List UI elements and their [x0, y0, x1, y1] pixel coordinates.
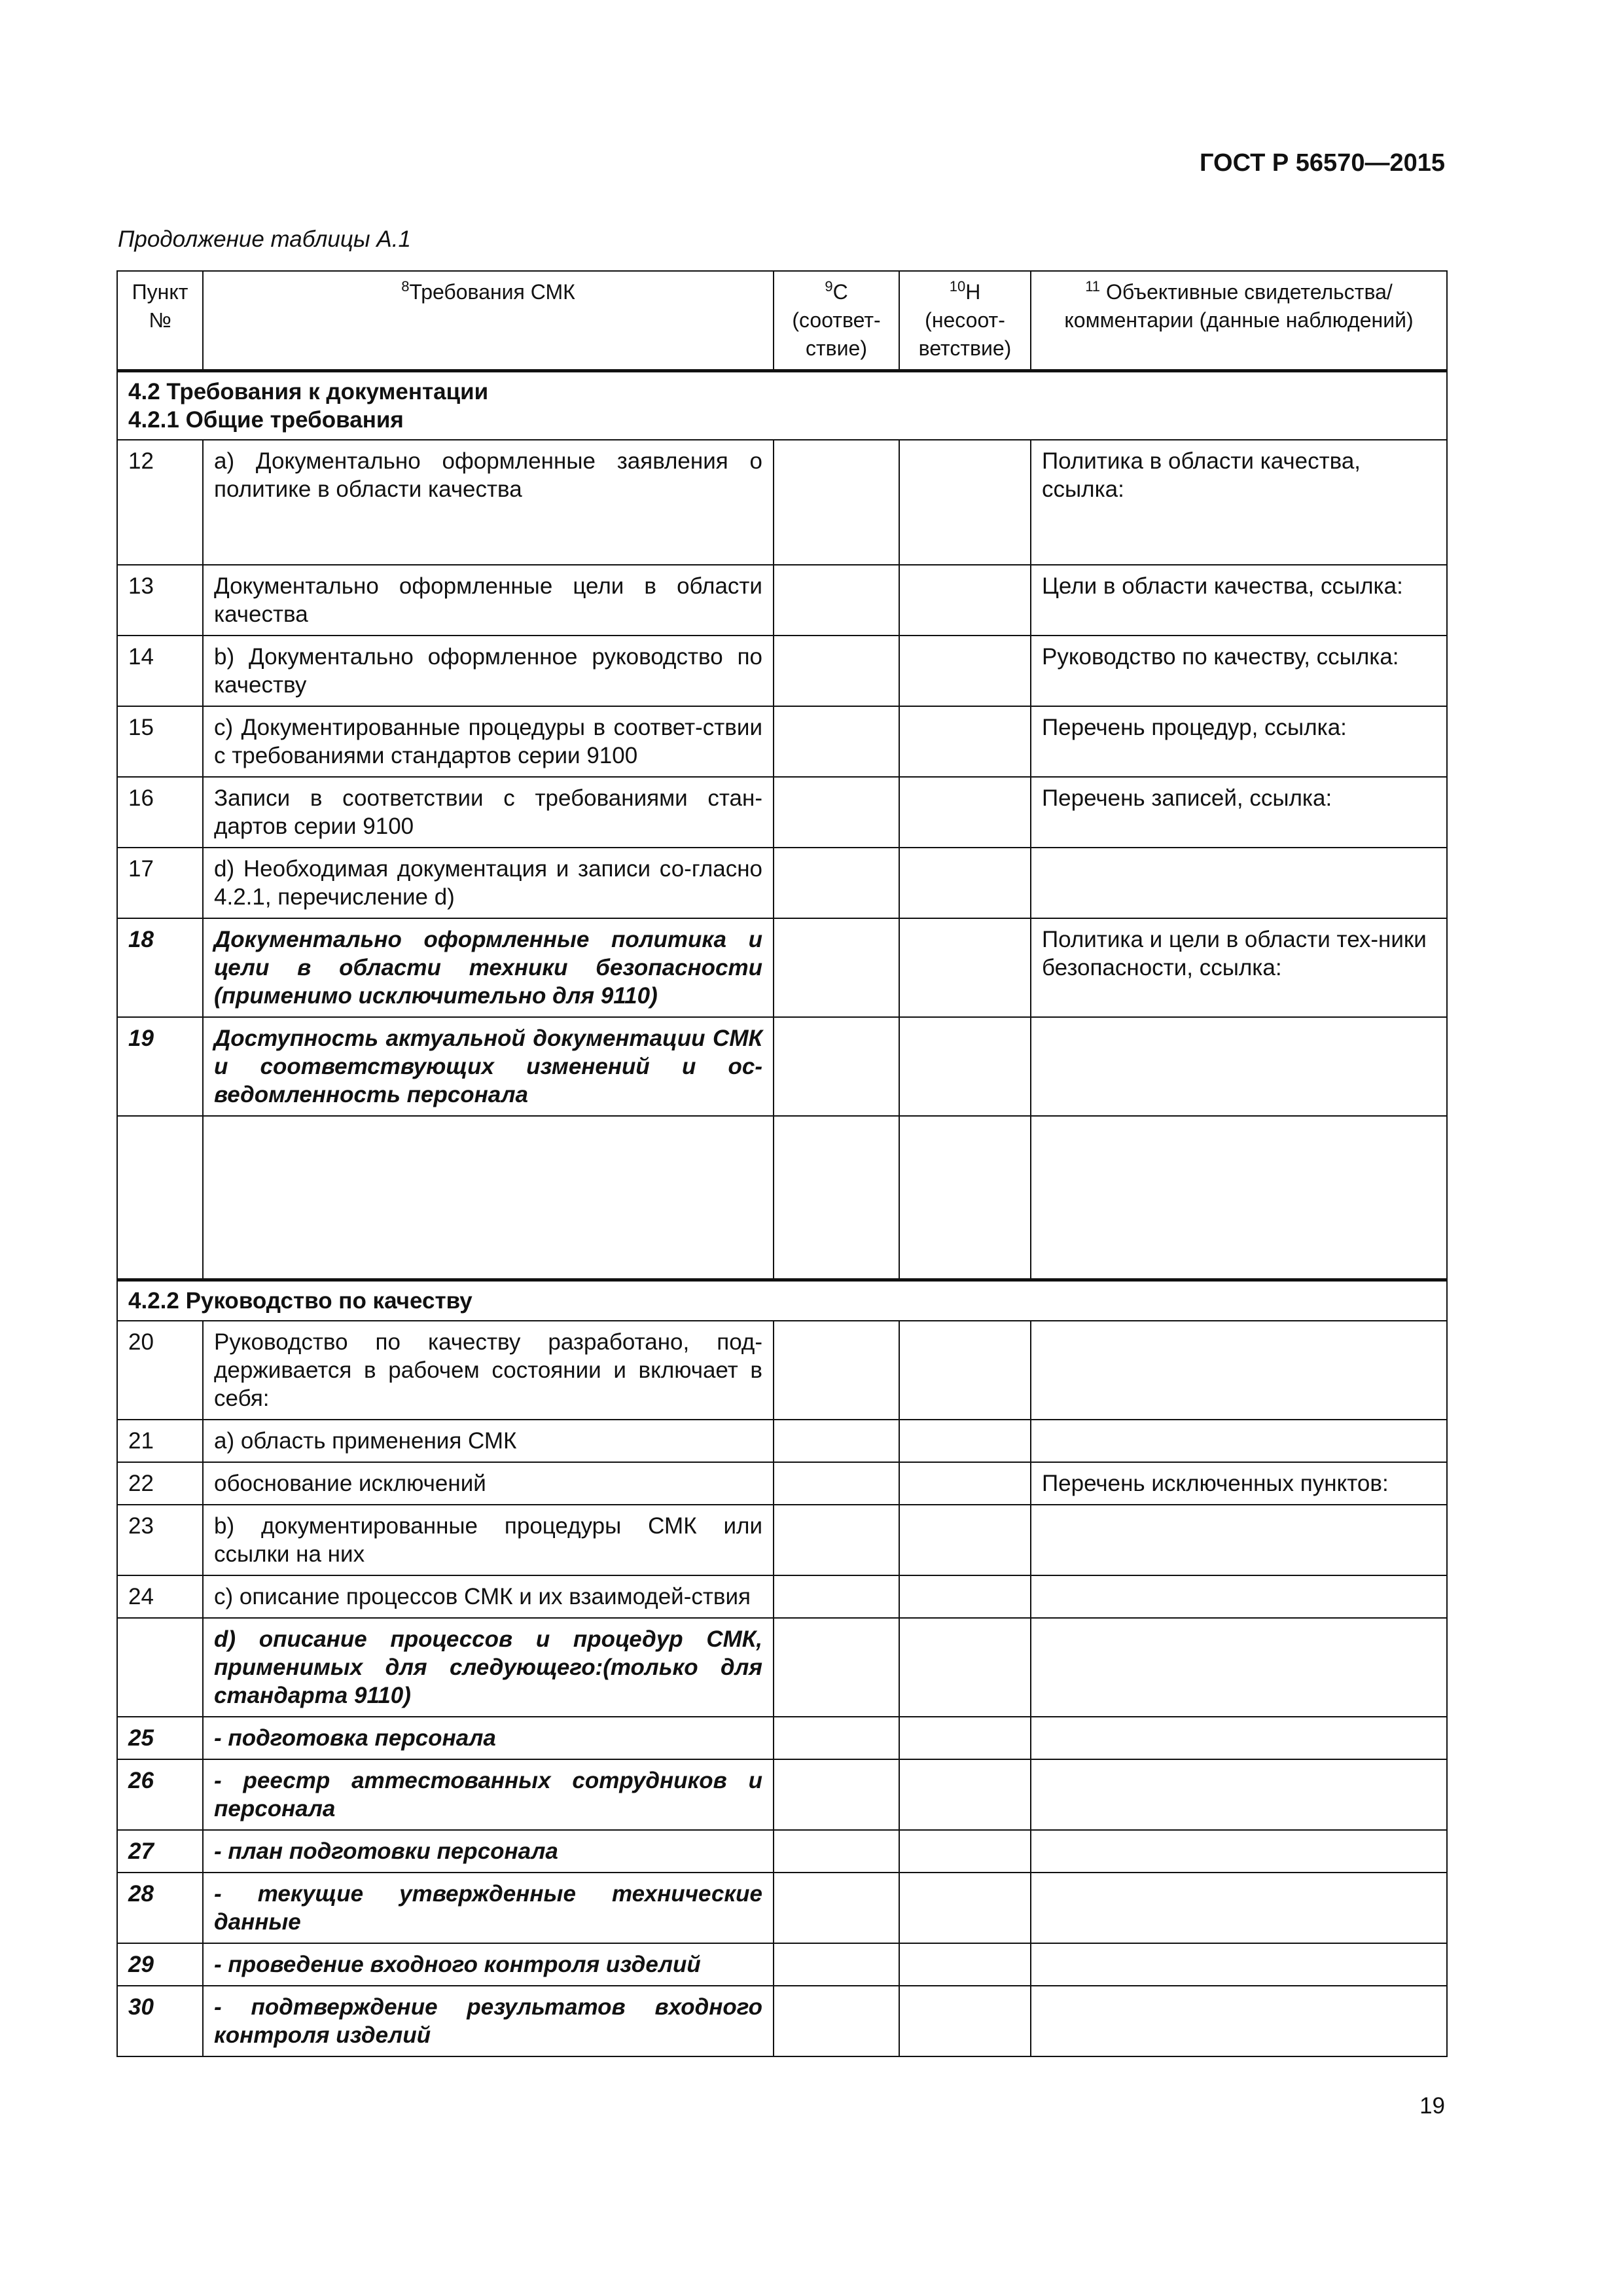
nonconformity-cell[interactable]	[899, 636, 1031, 706]
row-requirement: a) область применения СМК	[203, 1420, 774, 1462]
row-comment: Перечень процедур, ссылка:	[1031, 706, 1447, 777]
row-requirement: d) описание процессов и процедур СМК, применимых для следующего:(только для стандарта 9110)	[203, 1618, 774, 1717]
header-nonconformity: $^{10}$Н (несоот-ветствие)	[899, 271, 1031, 371]
table-row	[117, 1717, 1447, 1759]
conformity-cell[interactable]	[774, 848, 899, 918]
row-comment	[1031, 1575, 1447, 1618]
table-row	[117, 565, 1447, 636]
nonconformity-cell[interactable]	[899, 706, 1031, 777]
row-requirement: - текущие утвержденные технические данные	[203, 1873, 774, 1943]
conformity-cell[interactable]	[774, 1717, 899, 1759]
table-row	[117, 706, 1447, 777]
nonconformity-cell[interactable]	[899, 1759, 1031, 1830]
nonconformity-cell[interactable]	[899, 918, 1031, 1017]
table-header-row	[117, 271, 1447, 371]
nonconformity-cell[interactable]	[899, 1116, 1031, 1280]
row-comment	[1031, 1505, 1447, 1575]
nonconformity-cell[interactable]	[899, 1943, 1031, 1986]
table-row	[117, 1986, 1447, 2056]
row-requirement: Руководство по качеству разработано, под-держивается в рабочем состоянии и включает в себя:	[203, 1321, 774, 1420]
conformity-cell[interactable]	[774, 777, 899, 848]
nonconformity-cell[interactable]	[899, 848, 1031, 918]
row-number: 20	[117, 1321, 203, 1420]
section-title: 4.2 Требования к документации	[128, 379, 489, 404]
conformity-cell[interactable]	[774, 1759, 899, 1830]
row-number: 23	[117, 1505, 203, 1575]
row-number	[117, 1618, 203, 1717]
row-number: 30	[117, 1986, 203, 2056]
row-number: 16	[117, 777, 203, 848]
row-comment	[1031, 1017, 1447, 1116]
conformity-cell[interactable]	[774, 1321, 899, 1420]
nonconformity-cell[interactable]	[899, 440, 1031, 565]
table-row	[117, 1873, 1447, 1943]
nonconformity-cell[interactable]	[899, 1873, 1031, 1943]
row-comment: Перечень исключенных пунктов:	[1031, 1462, 1447, 1505]
row-comment: Перечень записей, ссылка:	[1031, 777, 1447, 848]
row-comment	[1031, 1717, 1447, 1759]
conformity-cell[interactable]	[774, 1830, 899, 1873]
row-number: 18	[117, 918, 203, 1017]
nonconformity-cell[interactable]	[899, 1717, 1031, 1759]
row-requirement: Документально оформленные политика и цели в области техники безопасности (применимо исключительно для 9110)	[203, 918, 774, 1017]
nonconformity-cell[interactable]	[899, 1321, 1031, 1420]
nonconformity-cell[interactable]	[899, 1505, 1031, 1575]
row-requirement: - проведение входного контроля изделий	[203, 1943, 774, 1986]
row-number: 13	[117, 565, 203, 636]
nonconformity-cell[interactable]	[899, 777, 1031, 848]
row-comment: Цели в области качества, ссылка:	[1031, 565, 1447, 636]
table-row	[117, 918, 1447, 1017]
row-comment	[1031, 1873, 1447, 1943]
conformity-cell[interactable]	[774, 1420, 899, 1462]
table-continuation-caption: Продолжение таблицы А.1	[118, 226, 411, 252]
table-row	[117, 1830, 1447, 1873]
subsection-title: 4.2.1 Общие требования	[128, 407, 404, 433]
row-requirement: - план подготовки персонала	[203, 1830, 774, 1873]
row-requirement: Доступность актуальной документации СМК и соответствующих изменений и ос-ведомленность персонала	[203, 1017, 774, 1116]
row-comment	[1031, 1420, 1447, 1462]
table-row	[117, 1618, 1447, 1717]
nonconformity-cell[interactable]	[899, 1462, 1031, 1505]
header-item-number: Пункт №	[117, 271, 203, 371]
row-comment	[1031, 1986, 1447, 2056]
header-conformity: $^9$С (соответ-ствие)	[774, 271, 899, 371]
row-number: 27	[117, 1830, 203, 1873]
conformity-cell[interactable]	[774, 1943, 899, 1986]
row-comment	[1031, 1759, 1447, 1830]
nonconformity-cell[interactable]	[899, 1575, 1031, 1618]
row-number: 28	[117, 1873, 203, 1943]
section-row	[117, 371, 1447, 440]
nonconformity-cell[interactable]	[899, 1986, 1031, 2056]
table-row	[117, 1943, 1447, 1986]
table-row	[117, 440, 1447, 565]
row-requirement: b) Документально оформленное руководство по качеству	[203, 636, 774, 706]
page-number: 19	[1419, 2093, 1445, 2119]
nonconformity-cell[interactable]	[899, 1420, 1031, 1462]
row-comment	[1031, 848, 1447, 918]
row-comment: Политика и цели в области тех-ники безопасности, ссылка:	[1031, 918, 1447, 1017]
conformity-cell[interactable]	[774, 1116, 899, 1280]
table-row	[117, 1420, 1447, 1462]
table-row	[117, 1321, 1447, 1420]
row-comment	[1031, 1618, 1447, 1717]
requirements-table	[116, 270, 1448, 2057]
row-comment	[1031, 1943, 1447, 1986]
conformity-cell[interactable]	[774, 1462, 899, 1505]
standard-code: ГОСТ Р 56570—2015	[1200, 149, 1445, 177]
nonconformity-cell[interactable]	[899, 565, 1031, 636]
row-number: 26	[117, 1759, 203, 1830]
header-evidence: $^{11}$ Объективные свидетельства/ комментарии (данные наблюдений)	[1031, 271, 1447, 371]
conformity-cell[interactable]	[774, 1017, 899, 1116]
row-number: 14	[117, 636, 203, 706]
empty-row	[117, 1116, 1447, 1280]
row-requirement: - реестр аттестованных сотрудников и персонала	[203, 1759, 774, 1830]
row-requirement: c) Документированные процедуры в соответ-ствии с требованиями стандартов серии 9100	[203, 706, 774, 777]
conformity-cell[interactable]	[774, 706, 899, 777]
table-row	[117, 1017, 1447, 1116]
row-number: 22	[117, 1462, 203, 1505]
table-row	[117, 1759, 1447, 1830]
row-comment: Руководство по качеству, ссылка:	[1031, 636, 1447, 706]
nonconformity-cell[interactable]	[899, 1830, 1031, 1873]
row-requirement: a) Документально оформленные заявления о политике в области качества	[203, 440, 774, 565]
conformity-cell[interactable]	[774, 1873, 899, 1943]
conformity-cell[interactable]	[774, 1575, 899, 1618]
table-row	[117, 848, 1447, 918]
table-row	[117, 636, 1447, 706]
header-requirements: $^8$Требования СМК	[203, 271, 774, 371]
conformity-cell[interactable]	[774, 918, 899, 1017]
table-row	[117, 1505, 1447, 1575]
row-number: 25	[117, 1717, 203, 1759]
row-requirement: - подготовка персонала	[203, 1717, 774, 1759]
conformity-cell[interactable]	[774, 565, 899, 636]
row-comment	[1031, 1830, 1447, 1873]
row-number: 29	[117, 1943, 203, 1986]
section-row	[117, 1280, 1447, 1321]
row-comment: Политика в области качества, ссылка:	[1031, 440, 1447, 565]
conformity-cell[interactable]	[774, 636, 899, 706]
table-row	[117, 1575, 1447, 1618]
nonconformity-cell[interactable]	[899, 1618, 1031, 1717]
row-number: 21	[117, 1420, 203, 1462]
conformity-cell[interactable]	[774, 440, 899, 565]
row-requirement: c) описание процессов СМК и их взаимодей-ствия	[203, 1575, 774, 1618]
table-row	[117, 1462, 1447, 1505]
row-requirement: Документально оформленные цели в области качества	[203, 565, 774, 636]
row-number: 19	[117, 1017, 203, 1116]
row-requirement: d) Необходимая документация и записи со-гласно 4.2.1, перечисление d)	[203, 848, 774, 918]
row-number: 24	[117, 1575, 203, 1618]
row-requirement: b) документированные процедуры СМК или ссылки на них	[203, 1505, 774, 1575]
row-number: 12	[117, 440, 203, 565]
conformity-cell[interactable]	[774, 1986, 899, 2056]
table-row	[117, 777, 1447, 848]
row-comment	[1031, 1321, 1447, 1420]
nonconformity-cell[interactable]	[899, 1017, 1031, 1116]
row-number: 17	[117, 848, 203, 918]
row-requirement: Записи в соответствии с требованиями стан-дартов серии 9100	[203, 777, 774, 848]
subsection-title: 4.2.2 Руководство по качеству	[117, 1280, 1447, 1321]
row-number: 15	[117, 706, 203, 777]
conformity-cell[interactable]	[774, 1618, 899, 1717]
conformity-cell[interactable]	[774, 1505, 899, 1575]
row-requirement: - подтверждение результатов входного контроля изделий	[203, 1986, 774, 2056]
row-requirement: обоснование исключений	[203, 1462, 774, 1505]
